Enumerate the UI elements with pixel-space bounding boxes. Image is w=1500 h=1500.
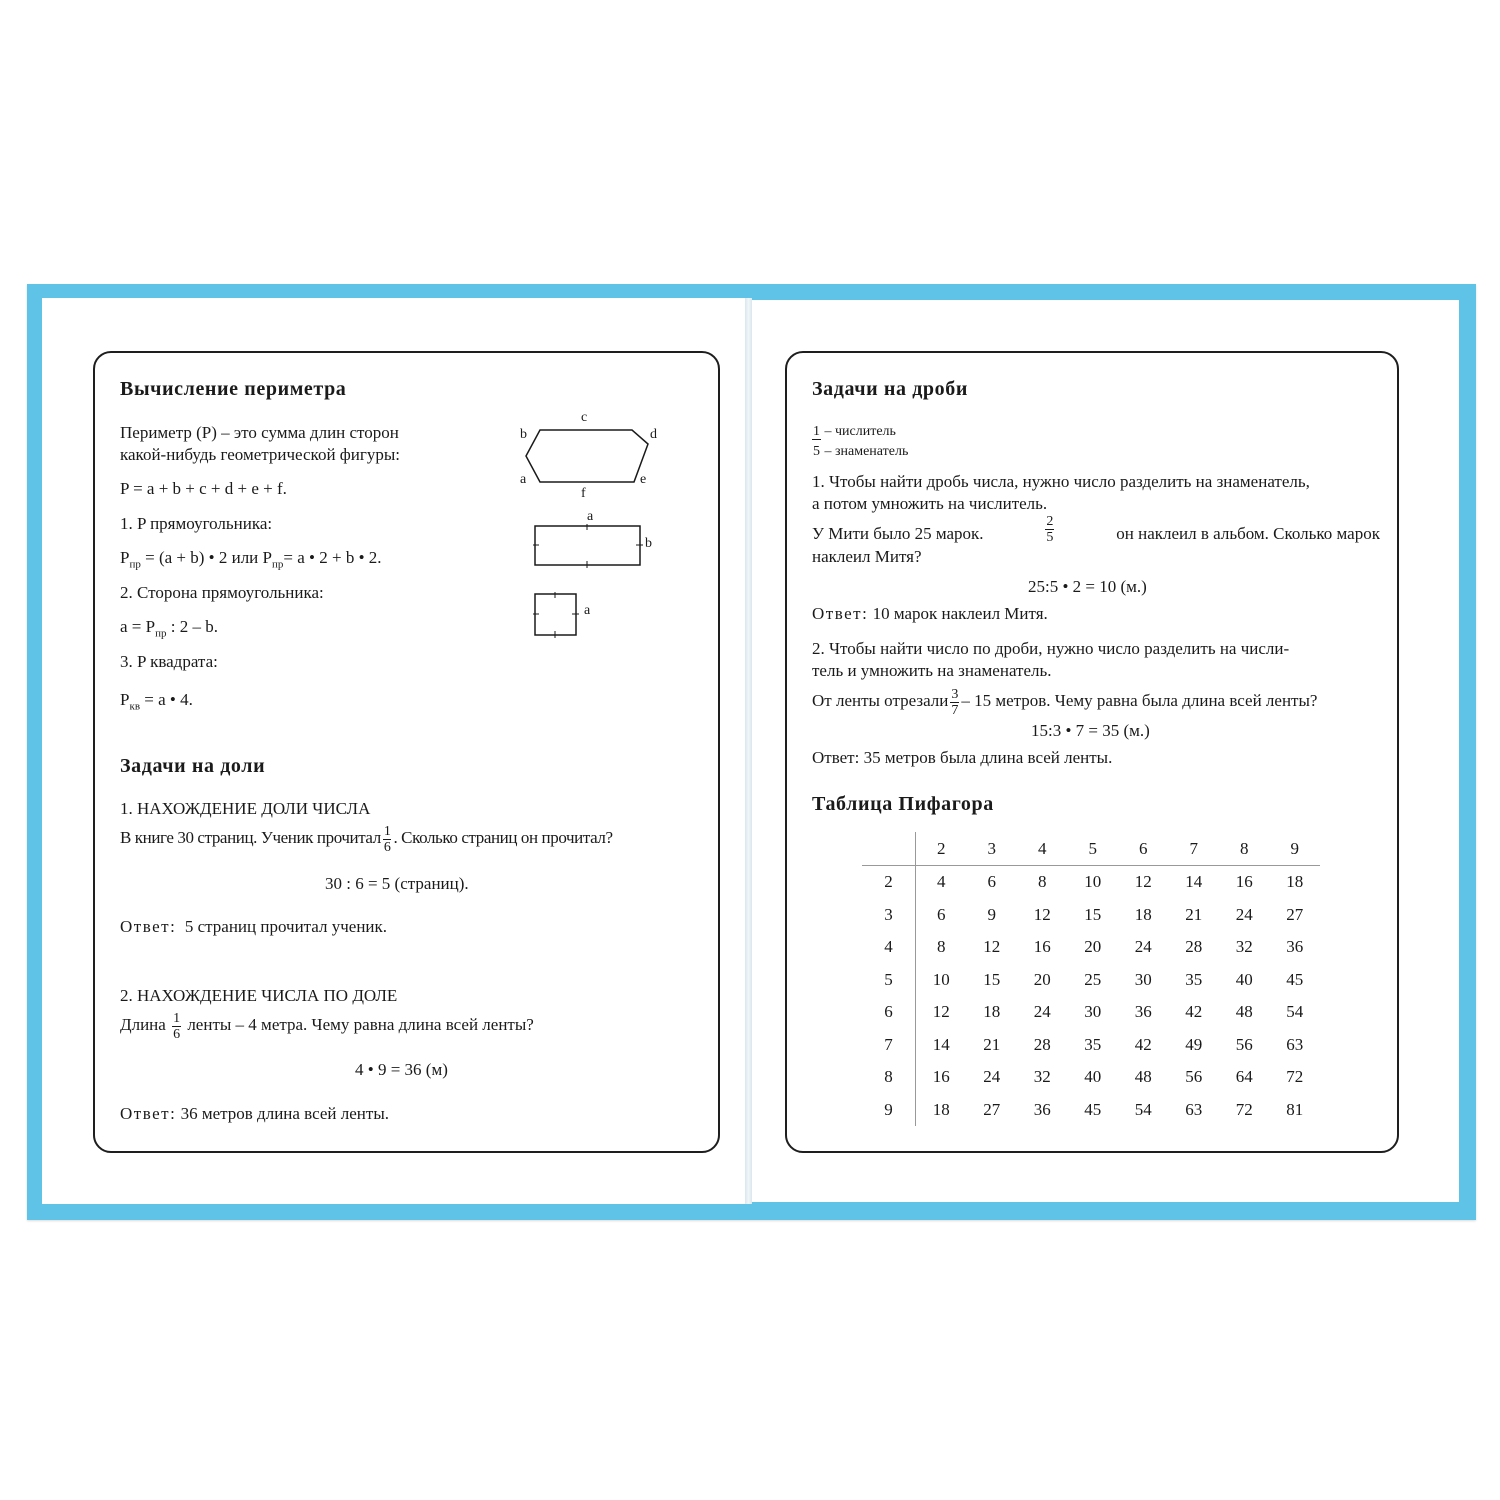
perimeter-title: Вычисление периметра: [120, 378, 347, 400]
table-cell: 14: [1185, 872, 1203, 892]
shares-sec2-calc: 4 • 9 = 36 (м): [355, 1060, 448, 1079]
hexagon-figure: [522, 428, 652, 486]
table-row-header: 7: [862, 1029, 916, 1062]
table-cell: 40: [1235, 969, 1253, 989]
perimeter-definition-line2: какой-нибудь геометрической фигуры:: [120, 445, 401, 464]
table-cell: 30: [1134, 969, 1152, 989]
table-cell: 30: [1084, 1002, 1102, 1022]
table-cell: 56: [1185, 1067, 1203, 1087]
fraction-three-sevenths: $\frac{3}{7}$: [951, 686, 959, 718]
table-cell: 36: [1134, 1002, 1152, 1022]
table-cell: 18: [1286, 872, 1304, 892]
table-cell: 28: [1033, 1034, 1051, 1054]
table-cell: 72: [1235, 1099, 1253, 1119]
table-cell: 49: [1185, 1034, 1203, 1054]
hex-label-f: f: [581, 486, 586, 501]
perimeter-formula: P = a + b + c + d + e + f.: [120, 479, 287, 498]
table-cell: 36: [1286, 937, 1304, 957]
table-cell: 32: [1033, 1067, 1051, 1087]
table-cell: 16: [932, 1067, 950, 1087]
table-cell: 4: [937, 872, 946, 892]
perimeter-item2: 2. Сторона прямоугольника:: [120, 583, 324, 602]
table-cell: 72: [1286, 1067, 1304, 1087]
fractions-answer2: Ответ: 35 метров была длина всей ленты.: [812, 748, 1113, 767]
table-row: [862, 899, 1320, 932]
fraction-legend: 1 – числитель 5 – знаменатель: [813, 424, 909, 459]
table-cell: 25: [1084, 969, 1102, 989]
book-spine: [745, 298, 752, 1204]
table-cell: 28: [1185, 937, 1203, 957]
table-cell: 24: [1235, 904, 1253, 924]
hex-label-e: e: [640, 472, 647, 487]
table-header-row: [862, 832, 1320, 866]
table-row: [862, 964, 1320, 997]
fraction-one-sixth-2: $\frac{1}{6}$: [173, 1010, 181, 1042]
table-cell: 42: [1134, 1034, 1152, 1054]
pythagoras-title: Таблица Пифагора: [812, 793, 994, 815]
table-cell: 10: [932, 969, 950, 989]
fraction-one-sixth: $\frac{1}{6}$: [383, 823, 391, 855]
square-perimeter-formula: $P_{кв} = a$ • 4.: [120, 690, 193, 713]
table-cell: 16: [1235, 872, 1253, 892]
table-header-cell: 7: [1169, 832, 1220, 866]
table-header-cell: 3: [967, 832, 1018, 866]
table-cell: 12: [932, 1002, 950, 1022]
table-cell: 20: [1084, 937, 1102, 957]
table-cell: 48: [1235, 1002, 1253, 1022]
table-cell: 27: [1286, 904, 1304, 924]
table-header-cell: 9: [1270, 832, 1321, 866]
fractions-rule2-line2: тель и умножить на знаменатель.: [812, 661, 1052, 680]
rect-side-formula: $a = P_{пр}$ : 2 – b.: [120, 617, 218, 640]
table-cell: 54: [1134, 1099, 1152, 1119]
table-header-cell: 8: [1219, 832, 1270, 866]
table-cell: 6: [987, 872, 996, 892]
table-cell: 40: [1084, 1067, 1102, 1087]
table-cell: 18: [932, 1099, 950, 1119]
perimeter-definition-line1: Периметр (P) – это сумма длин сторон: [120, 423, 399, 442]
table-cell: 21: [1185, 904, 1203, 924]
table-cell: 12: [983, 937, 1001, 957]
table-cell: 24: [1134, 937, 1152, 957]
fractions-task1-line1: У Мити было 25 марок. $\frac{2}{5}$ он наклеил в альбом. Сколько марок: [812, 514, 1380, 554]
shares-sec1-text: В книге 30 страниц. Ученик прочитал $\frac{1}{6}$ . Сколько страниц он прочитал?: [120, 823, 613, 855]
shares-sec2-text: Длина $\frac{1}{6}$ ленты – 4 метра. Чему равна длина всей ленты?: [120, 1010, 534, 1042]
shares-sec1-calc: 30 : 6 = 5 (страниц).: [325, 874, 469, 893]
square-label-a: a: [584, 603, 591, 618]
table-cell: 63: [1286, 1034, 1304, 1054]
table-row-header: 6: [862, 996, 916, 1029]
table-row-header: 2: [862, 866, 916, 899]
fractions-task1-line2: наклеил Митя?: [812, 547, 922, 566]
table-row-header: 9: [862, 1094, 916, 1127]
fractions-rule1-line2: а потом умножить на числитель.: [812, 494, 1048, 513]
table-cell: 12: [1033, 904, 1051, 924]
shares-sec1-title: 1. НАХОЖДЕНИЕ ДОЛИ ЧИСЛА: [120, 799, 371, 818]
table-cell: 64: [1235, 1067, 1253, 1087]
rectangle-figure: [533, 524, 643, 568]
table-cell: 56: [1235, 1034, 1253, 1054]
table-cell: 18: [1134, 904, 1152, 924]
hex-label-a: a: [520, 472, 527, 487]
table-header-cell: 4: [1017, 832, 1068, 866]
table-cell: 35: [1185, 969, 1203, 989]
hex-label-c: c: [581, 410, 588, 425]
hex-label-d: d: [650, 427, 657, 442]
fractions-answer1: Ответ: 10 марок наклеил Митя.: [812, 604, 1048, 623]
table-row: [862, 931, 1320, 964]
table-cell: 14: [932, 1034, 950, 1054]
table-cell: 9: [987, 904, 996, 924]
table-row-header: 4: [862, 931, 916, 964]
table-row: [862, 866, 1320, 899]
perimeter-item3: 3. P квадрата:: [120, 652, 218, 671]
table-cell: 12: [1134, 872, 1152, 892]
table-cell: 45: [1286, 969, 1304, 989]
perimeter-item1: 1. P прямоугольника:: [120, 514, 273, 533]
table-cell: 27: [983, 1099, 1001, 1119]
table-row-header: 5: [862, 964, 916, 997]
fractions-calc2: 15:3 • 7 = 35 (м.): [1031, 721, 1150, 740]
table-corner: [862, 832, 916, 866]
shares-title: Задачи на доли: [120, 755, 266, 777]
table-cell: 81: [1286, 1099, 1304, 1119]
table-cell: 21: [983, 1034, 1001, 1054]
table-header-cell: 2: [916, 832, 967, 866]
table-row-header: 3: [862, 899, 916, 932]
table-cell: 15: [1084, 904, 1102, 924]
table-cell: 8: [1038, 872, 1047, 892]
hex-label-b: b: [520, 427, 527, 442]
table-cell: 36: [1033, 1099, 1051, 1119]
table-cell: 20: [1033, 969, 1051, 989]
fractions-rule2-line1: 2. Чтобы найти число по дроби, нужно число разделить на числи-: [812, 639, 1290, 658]
table-cell: 35: [1084, 1034, 1102, 1054]
fractions-rule1-line1: 1. Чтобы найти дробь числа, нужно число разделить на знаменатель,: [812, 472, 1310, 491]
rect-label-b: b: [645, 536, 652, 551]
shares-sec2-title: 2. НАХОЖДЕНИЕ ЧИСЛА ПО ДОЛЕ: [120, 986, 398, 1005]
table-cell: 48: [1134, 1067, 1152, 1087]
table-cell: 10: [1084, 872, 1102, 892]
table-cell: 8: [937, 937, 946, 957]
table-cell: 15: [983, 969, 1001, 989]
pythagoras-table: [862, 832, 1320, 1126]
table-cell: 54: [1286, 1002, 1304, 1022]
table-row-header: 8: [862, 1061, 916, 1094]
table-cell: 6: [937, 904, 946, 924]
perimeter-rect-formula: $P_{пр} = (a + b)$ • 2 или $P_{пр}= a$ • 2 + b • 2.: [120, 548, 382, 571]
square-figure: [533, 592, 579, 638]
rect-label-a: a: [587, 509, 594, 524]
fractions-calc1: 25:5 • 2 = 10 (м.): [1028, 577, 1147, 596]
shares-sec2-answer: Ответ: 36 метров длина всей ленты.: [120, 1104, 389, 1123]
fraction-two-fifths: $\frac{2}{5}$: [1046, 514, 1054, 545]
table-cell: 16: [1033, 937, 1051, 957]
table-row: [862, 996, 1320, 1029]
table-row: [862, 1094, 1320, 1127]
table-cell: 32: [1235, 937, 1253, 957]
fractions-task2: От ленты отрезали $\frac{3}{7}$ – 15 метров. Чему равна была длина всей ленты?: [812, 686, 1318, 718]
table-cell: 24: [983, 1067, 1001, 1087]
fractions-title: Задачи на дроби: [812, 378, 968, 400]
shares-sec1-answer: Ответ: 5 страниц прочитал ученик.: [120, 917, 388, 936]
table-cell: 24: [1033, 1002, 1051, 1022]
table-header-cell: 6: [1118, 832, 1169, 866]
table-row: [862, 1029, 1320, 1062]
table-header-cell: 5: [1068, 832, 1119, 866]
table-cell: 45: [1084, 1099, 1102, 1119]
table-row: [862, 1061, 1320, 1094]
table-cell: 18: [983, 1002, 1001, 1022]
table-cell: 42: [1185, 1002, 1203, 1022]
table-cell: 63: [1185, 1099, 1203, 1119]
